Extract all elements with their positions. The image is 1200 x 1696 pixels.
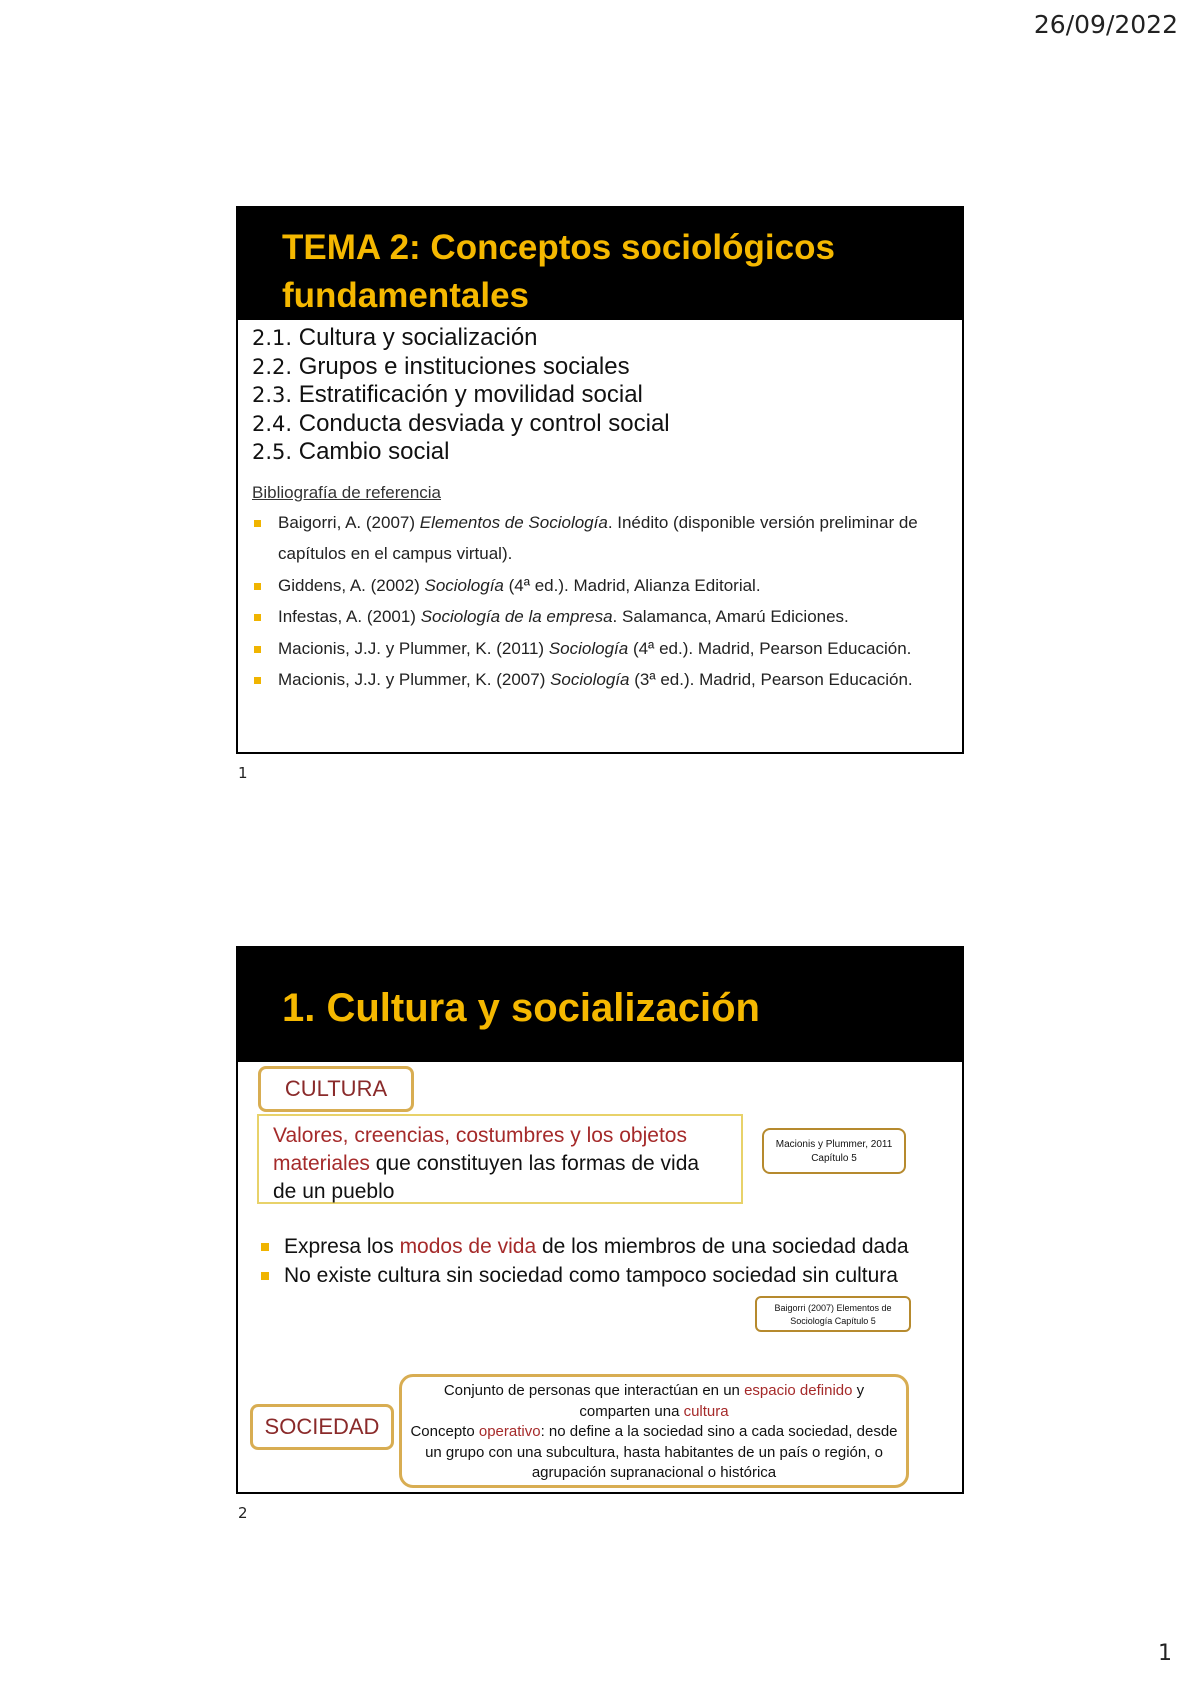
topic-item <box>252 410 962 439</box>
page-number: 1 <box>1158 1641 1172 1666</box>
bib-author: Giddens, A. (2002) <box>278 575 425 595</box>
topic-number: 2.2. <box>252 354 293 379</box>
bullet-text: de los miembros de una sociedad dada <box>536 1235 909 1258</box>
topic-list <box>252 324 962 467</box>
bibliography-heading: Bibliografía de referencia <box>252 482 442 502</box>
bib-rest: . Inédito (disponible versión preliminar de capítulos en el campus virtual). <box>278 512 918 563</box>
reference-line: Capítulo 5 <box>811 1153 857 1164</box>
bib-title: Sociología <box>424 575 504 595</box>
bib-author: Infestas, A. (2001) <box>278 607 421 626</box>
cultura-definition-text: que constituyen las formas de vida de un pueblo <box>273 1152 700 1203</box>
topic-number: 2.3. <box>252 383 293 407</box>
bib-rest: (4ª ed.). Madrid, Pearson Educación. <box>628 638 912 658</box>
bib-title: Elementos de Sociología <box>419 512 608 532</box>
bibliography-item <box>252 570 952 602</box>
topic-number: 2.1. <box>252 326 293 350</box>
cultura-label: CULTURA <box>258 1066 414 1112</box>
definition-text: : no define a la sociedad sino a cada sociedad, desde un grupo con una subcultura, hasta habitantes de un país o región, o agrupación supranacional o histórica <box>425 1423 898 1481</box>
bib-rest: . Salamanca, Amarú Ediciones. <box>612 607 849 626</box>
slide-1 <box>236 206 964 754</box>
bibliography-item <box>252 601 952 633</box>
reference-macionis <box>762 1128 906 1174</box>
slide-2 <box>236 946 964 1494</box>
definition-text: y comparten una <box>579 1382 865 1420</box>
culture-bullet <box>258 1261 909 1290</box>
bibliography-item <box>252 633 952 665</box>
bib-rest: (3ª ed.). Madrid, Pearson Educación. <box>629 670 913 689</box>
topic-number: 2.4. <box>252 411 293 436</box>
topic-item <box>252 353 962 382</box>
culture-bullet <box>258 1232 909 1261</box>
reference-line: Sociología Capítulo 5 <box>790 1316 876 1326</box>
definition-highlight: espacio definido <box>744 1382 853 1399</box>
definition-text: Concepto <box>410 1423 479 1440</box>
bib-title: Sociología de la empresa <box>420 607 613 626</box>
topic-item <box>252 324 962 353</box>
bullet-highlight: modos de vida <box>399 1235 537 1258</box>
bib-rest: (4ª ed.). Madrid, Alianza Editorial. <box>503 575 761 595</box>
topic-text: Cambio social <box>292 438 450 465</box>
bullet-text: No existe cultura sin sociedad como tampoco sociedad sin cultura <box>284 1264 898 1287</box>
reference-line: Macionis y Plummer, 2011 <box>775 1139 893 1150</box>
bib-author: Baigorri, A. (2007) <box>278 512 420 532</box>
bib-title: Sociología <box>550 670 630 689</box>
bib-title: Sociología <box>548 638 629 658</box>
topic-number: 2.5. <box>252 440 293 464</box>
topic-item <box>252 381 962 410</box>
topic-text: Conducta desviada y control social <box>292 409 670 437</box>
reference-baigorri <box>755 1296 911 1332</box>
bib-author: Macionis, J.J. y Plummer, K. (2007) <box>278 670 551 689</box>
sociedad-definition-p1 <box>410 1381 898 1422</box>
print-date: 26/09/2022 <box>1033 10 1178 39</box>
cultura-definition <box>257 1114 743 1204</box>
bullet-text: Expresa los <box>284 1235 400 1258</box>
reference-line: Baigorri (2007) Elementos de <box>774 1303 892 1313</box>
slide-1-title: TEMA 2: Conceptos sociológicos fundamentales <box>238 208 962 320</box>
slide-1-number: 1 <box>238 764 248 782</box>
bibliography-item <box>252 664 952 696</box>
sociedad-definition <box>399 1374 909 1488</box>
sociedad-label: SOCIEDAD <box>250 1404 394 1450</box>
bib-author: Macionis, J.J. y Plummer, K. (2011) <box>278 638 549 658</box>
bibliography-list <box>252 507 952 696</box>
bibliography-item <box>252 507 952 570</box>
topic-text: Grupos e instituciones sociales <box>292 352 630 380</box>
definition-highlight: cultura <box>683 1402 729 1420</box>
definition-highlight: operativo <box>478 1423 541 1440</box>
slide-2-title: 1. Cultura y socialización <box>238 948 962 1062</box>
topic-item <box>252 438 962 467</box>
slide-2-number: 2 <box>238 1504 248 1522</box>
sociedad-definition-p2 <box>410 1422 898 1484</box>
cultura-definition-highlight: Valores, creencias, costumbres y los objetos materiales <box>273 1124 687 1175</box>
definition-text: Conjunto de personas que interactúan en un <box>443 1382 745 1399</box>
culture-bullets <box>258 1232 909 1290</box>
topic-text: Estratificación y movilidad social <box>292 381 643 408</box>
topic-text: Cultura y socialización <box>292 324 538 351</box>
